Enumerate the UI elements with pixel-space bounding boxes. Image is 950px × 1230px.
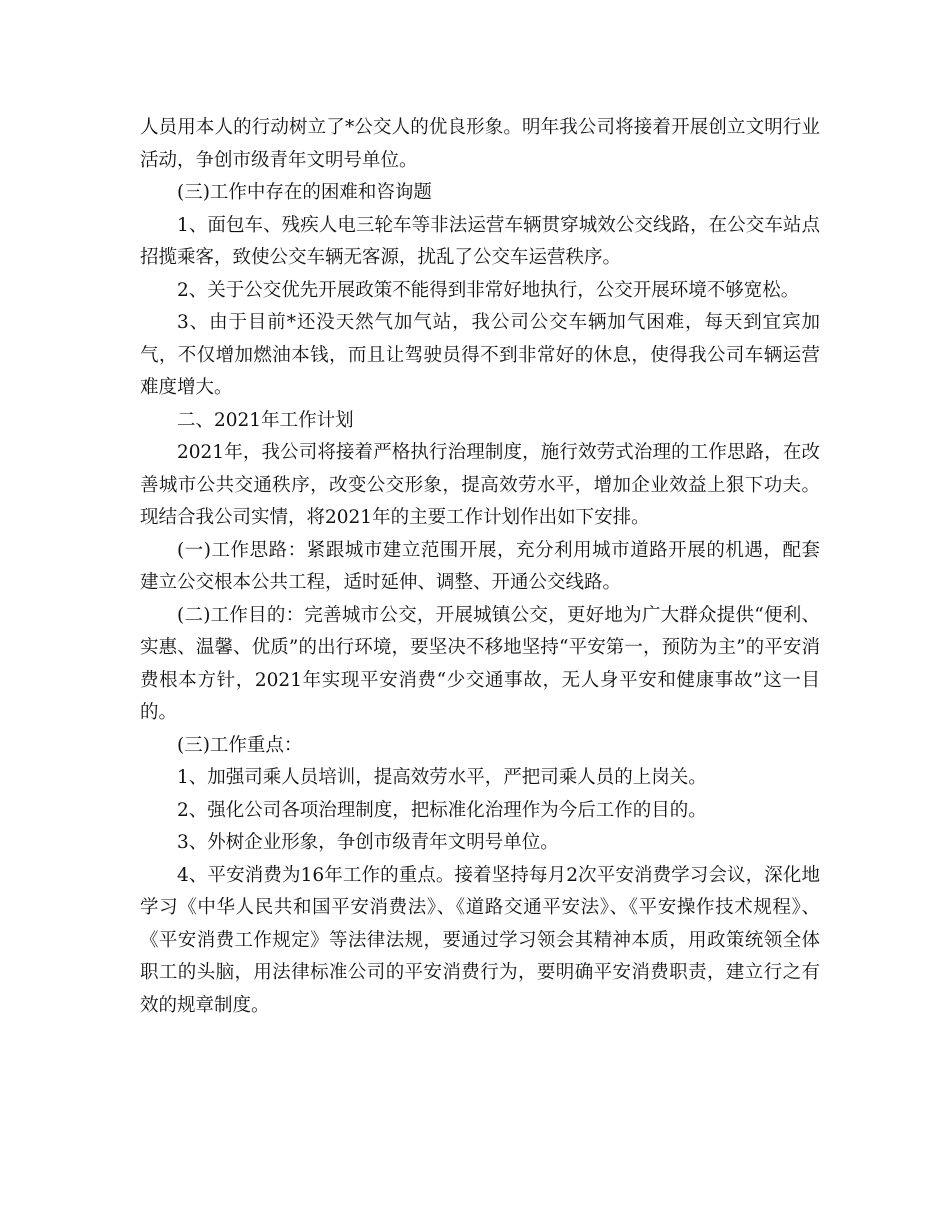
paragraph-plan-intro: 2021年，我公司将接着严格执行治理制度，施行效劳式治理的工作思路，在改善城市公共交通秩序，改变公交形象，提高效劳水平，增加企业效益上狠下功夫。现结合我公司实情，将2021年的主要工作计划作出如下安排。	[140, 442, 820, 528]
paragraph-1: 人员用本人的行动树立了*公交人的优良形象。明年我公司将接着开展创立文明行业活动，争创市级青年文明号单位。	[140, 117, 820, 171]
list-item: 2、关于公交优先开展政策不能得到非常好地执行，公交开展环境不够宽松。	[177, 279, 800, 301]
list-item: 4、平安消费为16年工作的重点。接着坚持每月2次平安消费学习会议，深化地学习《中华人民共和国平安消费法》、《道路交通平安法》、《平安操作技术规程》、《平安消费工作规定》等法律法规，要通过学习领会其精神本质，用政策统领全体职工的头脑，用法律标准公司的平安消费行为，要明确平安消费职责，建立行之有效的规章制度。	[140, 864, 820, 1016]
list-item: 3、由于目前*还没天然气加气站，我公司公交车辆加气困难，每天到宜宾加气，不仅增加燃油本钱，而且让驾驶员得不到非常好的休息，使得我公司车辆运营难度增大。	[140, 312, 820, 398]
section-heading-key-points: (三)工作重点：	[177, 734, 303, 756]
paragraph-work-approach: (一)工作思路：紧跟城市建立范围开展，充分利用城市道路开展的机遇，配套建立公交根本公共工程，适时延伸、调整、开通公交线路。	[140, 539, 820, 593]
document-body	[140, 112, 820, 1022]
section-heading-work-plan: 二、2021年工作计划	[177, 409, 354, 431]
list-item: 1、加强司乘人员培训，提高效劳水平，严把司乘人员的上岗关。	[177, 767, 707, 788]
paragraph-work-goal: (二)工作目的：完善城市公交，开展城镇公交，更好地为广大群众提供“便利、实惠、温馨、优质”的出行环境，要坚决不移地坚持“平安第一，预防为主”的平安消费根本方针，2021年实现平安消费“少交通事故，无人身平安和健康事故”这一目的。	[140, 604, 820, 723]
section-heading-difficulties: (三)工作中存在的困难和咨询题	[177, 182, 432, 203]
list-item: 1、面包车、残疾人电三轮车等非法运营车辆贯穿城效公交线路，在公交车站点招揽乘客，致使公交车辆无客源，扰乱了公交车运营秩序。	[140, 214, 820, 268]
list-item: 3、外树企业形象，争创市级青年文明号单位。	[177, 832, 559, 853]
list-item: 2、强化公司各项治理制度，把标准化治理作为今后工作的目的。	[177, 799, 707, 821]
